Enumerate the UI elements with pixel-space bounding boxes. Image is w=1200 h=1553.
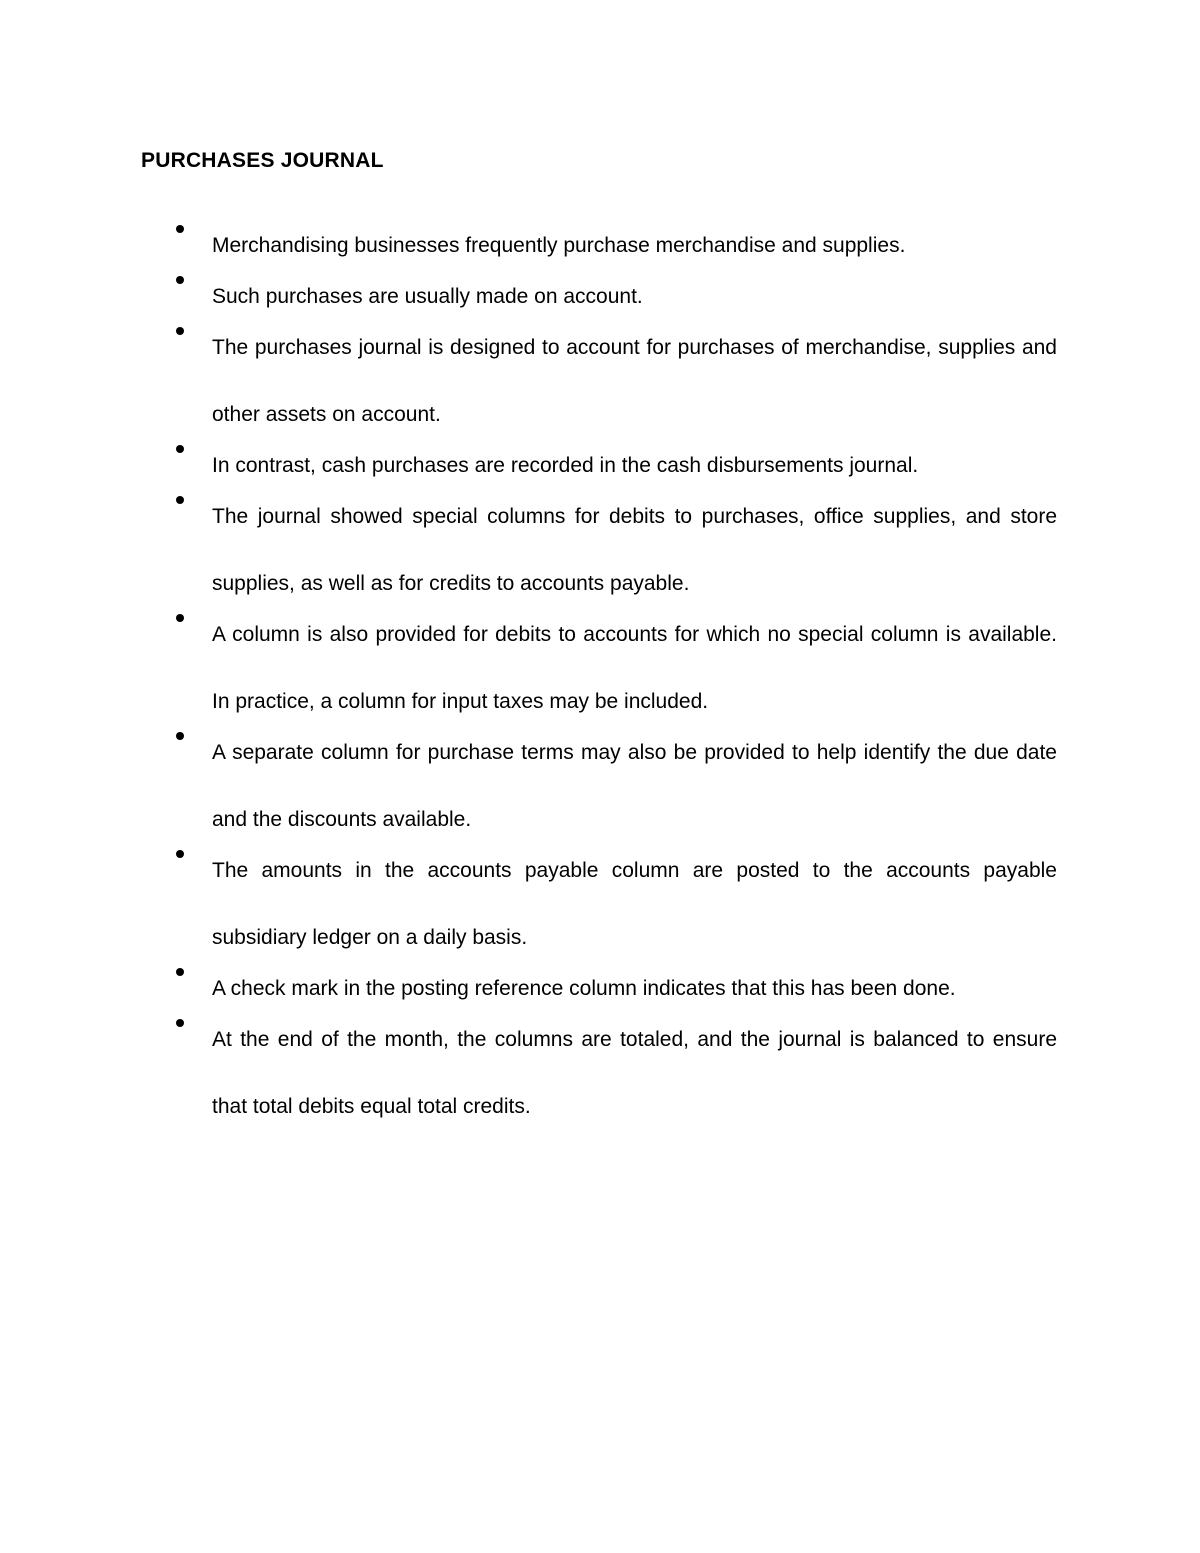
list-item-text: The purchases journal is designed to account for purchases of merchandise, supplies and other assets on account. bbox=[212, 336, 1057, 426]
list-item-text: Merchandising businesses frequently purchase merchandise and supplies. bbox=[212, 234, 906, 257]
list-item bbox=[0, 1006, 1200, 1140]
list-item-text: At the end of the month, the columns are totaled, and the journal is balanced to ensure that total debits equal total credits. bbox=[212, 1028, 1057, 1118]
list-item-text: A separate column for purchase terms may also be provided to help identify the due date and the discounts available. bbox=[212, 741, 1057, 831]
list-item-text: The amounts in the accounts payable column are posted to the accounts payable subsidiary ledger on a daily basis. bbox=[212, 859, 1057, 949]
list-item-text: In contrast, cash purchases are recorded in the cash disbursements journal. bbox=[212, 454, 919, 477]
list-item bbox=[0, 483, 1200, 617]
list-item-text: A check mark in the posting reference column indicates that this has been done. bbox=[212, 977, 956, 1000]
list-item-text: Such purchases are usually made on account. bbox=[212, 285, 643, 308]
list-item-text: The journal showed special columns for debits to purchases, office supplies, and store supplies, as well as for credits to accounts payable. bbox=[212, 505, 1057, 595]
list-item bbox=[0, 837, 1200, 971]
bullet-list bbox=[0, 228, 1200, 1140]
page-title: PURCHASES JOURNAL bbox=[141, 149, 384, 172]
list-item-text: A column is also provided for debits to accounts for which no special column is available. In practice, a column for input taxes may be included. bbox=[212, 623, 1057, 713]
list-item bbox=[0, 314, 1200, 448]
list-item bbox=[0, 601, 1200, 735]
list-item bbox=[0, 719, 1200, 853]
